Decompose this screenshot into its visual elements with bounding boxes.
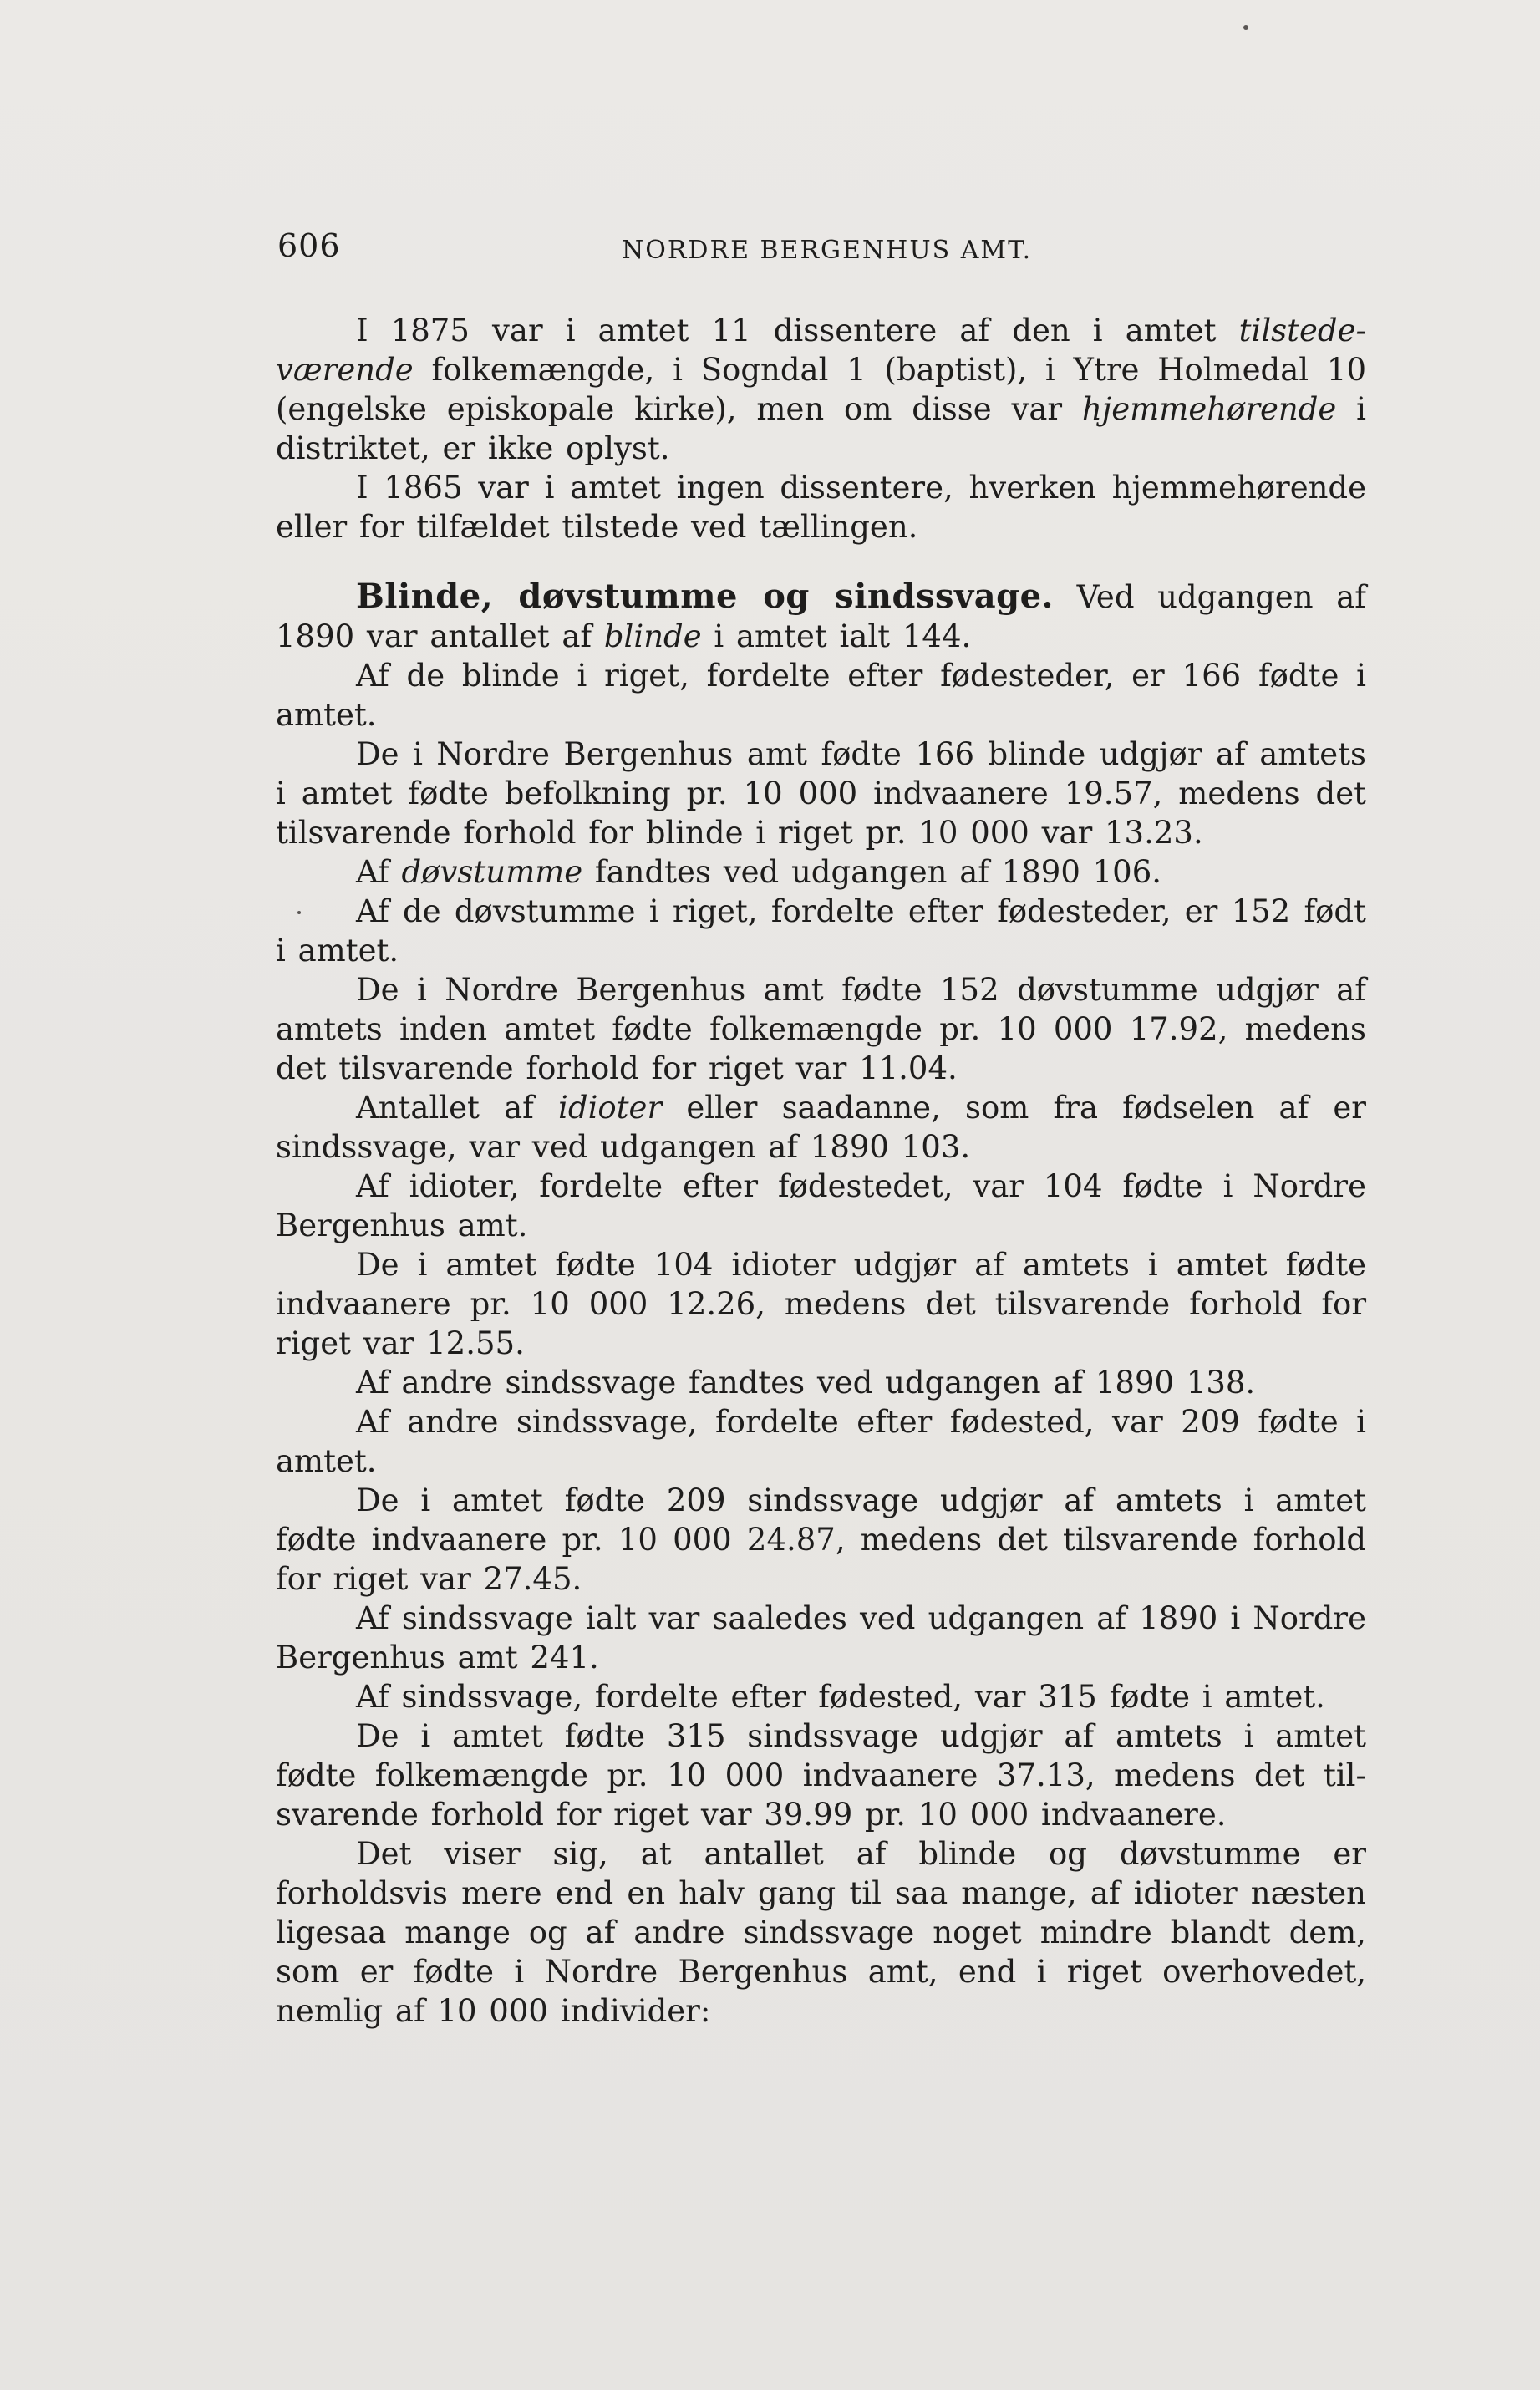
paragraph: De i Nordre Bergenhus amt fødte 152 døvstumme udgjør af amtets inden amtet fødte folkemængde pr. 10 000 17.92, medens det tilsvarende forhold for riget var 11.04. xyxy=(276,972,1366,1086)
paragraph: Det viser sig, at antallet af blinde og døvstumme er forholdsvis mere end en halv gang til saa mange, af idioter næsten ligesaa mange og af andre sindssvage noget mindre blandt dem, som er fødte i Nordre Bergenhus amt, end i riget overhovedet, nemlig af 10 000 individer: xyxy=(276,1836,1366,2029)
paragraph: Af døvstumme fandtes ved udgangen af 1890 106. xyxy=(356,854,1162,890)
paragraph: De i amtet fødte 209 sindssvage udgjør af amtets i amtet fødte indvaanere pr. 10 000 24.87, medens det tilsvarende forhold for riget var 27.45. xyxy=(276,1482,1366,1597)
paragraph: Af sindssvage, fordelte efter fødested, var 315 fødte i amtet. xyxy=(356,1679,1325,1715)
page-header xyxy=(277,227,1364,269)
paragraph: Af andre sindssvage fandtes ved udgangen af 1890 138. xyxy=(356,1365,1256,1401)
paragraph: De i amtet fødte 315 sindssvage udgjør af amtets i amtet fødte folkemængde pr. 10 000 indvaanere 37.13, medens det til-svarende forhold for riget var 39.99 pr. 10 000 indvaanere. xyxy=(276,1718,1366,1833)
paragraph: I 1875 var i amtet 11 dissentere af den i amtet tilstede-værende folkemængde, i Sogndal 1 (baptist), i Ytre Holmedal 10 (engelske episkopale kirke), men om disse var hjemmehørende i distriktet, er ikke oplyst. xyxy=(276,313,1366,466)
page-number: 606 xyxy=(277,227,341,264)
paragraph: Af sindssvage ialt var saaledes ved udgangen af 1890 i Nordre Bergenhus amt 241. xyxy=(276,1600,1366,1676)
paragraph: I 1865 var i amtet ingen dissentere, hverken hjemmehørende eller for tilfældet tilstede ved tællingen. xyxy=(276,470,1366,545)
paragraph: De i amtet fødte 104 idioter udgjør af amtets i amtet fødte indvaanere pr. 10 000 12.26, medens det tilsvarende forhold for riget var 12.55. xyxy=(276,1247,1366,1361)
emphasis: idioter xyxy=(558,1090,663,1126)
running-title: NORDRE BERGENHUS AMT. xyxy=(622,236,1033,265)
section-heading: Blinde, døvstumme og sindssvage. xyxy=(356,577,1054,616)
section-paragraph: Blinde, døvstumme og sindssvage. Ved udgangen af 1890 var antallet af blinde i amtet ialt 144. xyxy=(276,577,1366,654)
emphasis: blinde xyxy=(603,618,702,654)
paragraph: Antallet af idioter eller saadanne, som fra fødselen af er sindssvage, var ved udgangen af 1890 103. xyxy=(276,1090,1366,1165)
paragraph: Af de døvstumme i riget, fordelte efter fødesteder, er 152 født i amtet. xyxy=(276,893,1366,969)
emphasis: døvstumme xyxy=(401,854,583,890)
paragraph: De i Nordre Bergenhus amt fødte 166 blinde udgjør af amtets i amtet fødte befolkning pr. 10 000 indvaanere 19.57, medens det tilsvarende forhold for blinde i riget pr. 10 000 var 13.23. xyxy=(276,736,1366,851)
ink-speck xyxy=(1243,25,1248,30)
emphasis: hjemmehørende xyxy=(1081,391,1337,427)
paragraph: Af de blinde i riget, fordelte efter fødesteder, er 166 fødte i amtet. xyxy=(276,658,1366,733)
body-text xyxy=(276,311,1366,2031)
emphasis: tilstede-værende xyxy=(276,313,1366,388)
paragraph: Af andre sindssvage, fordelte efter fødested, var 209 fødte i amtet. xyxy=(276,1404,1366,1479)
paragraph: Af idioter, fordelte efter fødestedet, var 104 fødte i Nordre Bergenhus amt. xyxy=(276,1168,1366,1243)
